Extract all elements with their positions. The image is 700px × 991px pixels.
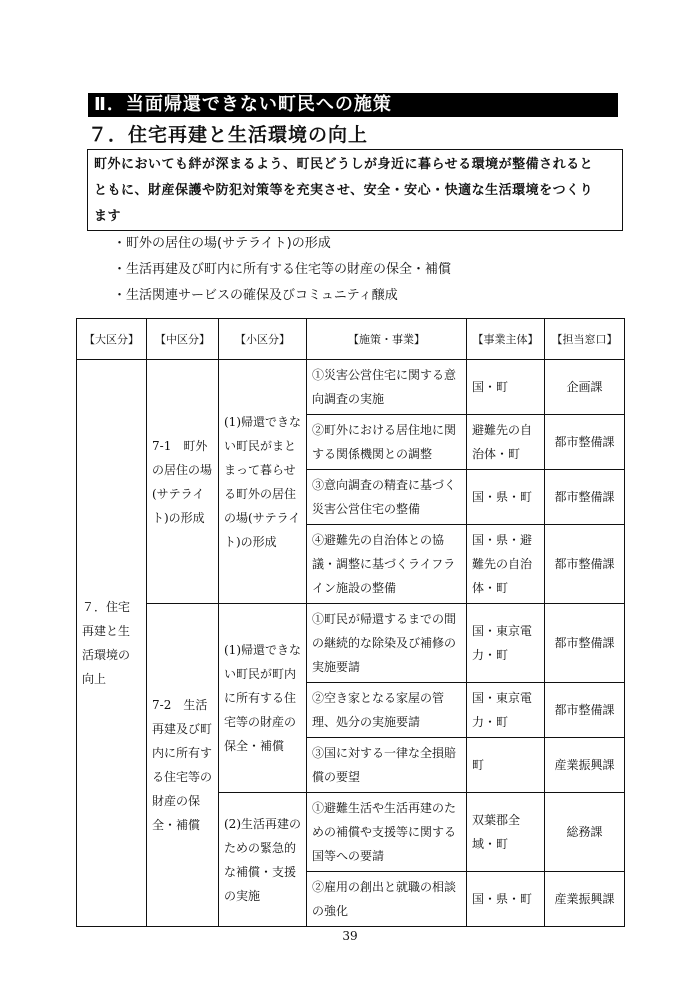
office-cell <box>545 525 625 604</box>
header-middle: 【中区分】 <box>147 319 219 360</box>
measure-cell <box>307 738 467 793</box>
entity-text: 国・県・町 <box>472 490 533 504</box>
measure-cell <box>307 360 467 415</box>
measure-text: ③国に対する一律な全損賠償の要望 <box>312 746 457 784</box>
office-cell <box>545 738 625 793</box>
entity-text: 国・東京電力・町 <box>472 624 533 662</box>
measure-text: ④避難先の自治体との協議・調整に基づくライフライン施設の整備 <box>312 533 456 595</box>
middle-category-text: 7-1 町外の居住の場(サテライト)の形成 <box>152 438 213 525</box>
entity-cell <box>467 683 545 738</box>
office-cell <box>545 360 625 415</box>
entity-cell <box>467 604 545 683</box>
office-text: 産業振興課 <box>554 892 615 906</box>
goal-statement-box <box>87 149 623 231</box>
measure-text: ③意向調査の精査に基づく災害公営住宅の整備 <box>312 478 457 516</box>
middle-category-text: 7-2 生活再建及び町内に所有する住宅等の財産の保全・補償 <box>152 698 213 832</box>
office-text: 企画課 <box>566 380 603 394</box>
measure-cell <box>307 683 467 738</box>
goal-line: ます <box>94 209 122 224</box>
office-text: 都市整備課 <box>554 703 615 717</box>
measure-text: ②雇用の創出と就職の相談の強化 <box>312 880 457 918</box>
goal-line: ともに、財産保護や防犯対策等を充実させ、安全・安心・快適な生活環境をつくり <box>94 183 594 198</box>
measure-text: ①災害公営住宅に関する意向調査の実施 <box>312 368 457 406</box>
major-category-text: ７．住宅再建と生活環境の向上 <box>82 600 131 686</box>
measure-text: ②空き家となる家屋の管理、処分の実施要請 <box>312 691 445 729</box>
bullet-item: ・生活再建及び町内に所有する住宅等の財産の保全・補償 <box>113 262 452 277</box>
table-row <box>77 360 625 415</box>
entity-cell <box>467 525 545 604</box>
measure-cell <box>307 470 467 525</box>
header-office: 【担当窓口】 <box>545 319 625 360</box>
office-text: 総務課 <box>566 825 603 839</box>
office-cell <box>545 793 625 872</box>
policy-bullet-list <box>113 231 451 309</box>
entity-text: 国・東京電力・町 <box>472 691 533 729</box>
measure-text: ①町民が帰還するまでの間の継続的な除染及び補修の実施要請 <box>312 612 457 674</box>
entity-text: 避難先の自治体・町 <box>472 423 533 461</box>
header-minor: 【小区分】 <box>219 319 307 360</box>
measures-table <box>76 318 625 927</box>
entity-cell <box>467 415 545 470</box>
measure-cell <box>307 604 467 683</box>
entity-cell <box>467 738 545 793</box>
entity-text: 国・県・避難先の自治体・町 <box>472 533 533 595</box>
minor-category-cell <box>219 793 307 927</box>
office-cell <box>545 604 625 683</box>
entity-cell <box>467 470 545 525</box>
minor-category-text: (2)生活再建のための緊急的な補償・支援の実施 <box>224 816 301 903</box>
office-text: 都市整備課 <box>554 490 615 504</box>
measure-cell <box>307 415 467 470</box>
entity-text: 町 <box>472 758 485 772</box>
entity-text: 国・町 <box>472 380 509 394</box>
table-row <box>77 604 625 683</box>
office-cell <box>545 872 625 927</box>
entity-cell <box>467 872 545 927</box>
minor-category-cell <box>219 360 307 604</box>
entity-cell <box>467 793 545 872</box>
office-cell <box>545 470 625 525</box>
middle-category-cell <box>147 360 219 604</box>
goal-line: 町外においても絆が深まるよう、町民どうしが身近に暮らせる環境が整備されると <box>94 157 594 172</box>
header-entity: 【事業主体】 <box>467 319 545 360</box>
bullet-item: ・町外の居住の場(サテライト)の形成 <box>113 236 331 251</box>
bullet-item: ・生活関連サービスの確保及びコミュニティ醸成 <box>113 288 398 303</box>
minor-category-text: (1)帰還できない町民が町内に所有する住宅等の財産の保全・補償 <box>224 643 301 753</box>
measure-text: ②町外における居住地に関する関係機関との調整 <box>312 423 457 461</box>
measure-cell <box>307 793 467 872</box>
minor-category-text: (1)帰還できない町民がまとまって暮らせる町外の居住の場(サテライト)の形成 <box>224 414 301 549</box>
major-category-cell <box>77 360 147 927</box>
entity-cell <box>467 360 545 415</box>
office-text: 都市整備課 <box>554 435 615 449</box>
minor-category-cell <box>219 604 307 793</box>
measure-text: ①避難生活や生活再建のための補償や支援等に関する国等への要請 <box>312 801 457 863</box>
header-major: 【大区分】 <box>77 319 147 360</box>
office-text: 産業振興課 <box>554 758 615 772</box>
office-cell <box>545 683 625 738</box>
section-title: ７．住宅再建と生活環境の向上 <box>88 124 369 146</box>
measure-cell <box>307 525 467 604</box>
page-number: 39 <box>342 929 358 943</box>
entity-text: 国・県・町 <box>472 892 533 906</box>
middle-category-cell <box>147 604 219 927</box>
chapter-heading: Ⅱ．当面帰還できない町民への施策 <box>88 93 618 117</box>
office-text: 都市整備課 <box>554 557 615 571</box>
office-text: 都市整備課 <box>554 636 615 650</box>
office-cell <box>545 415 625 470</box>
table-header-row <box>77 319 625 360</box>
measure-cell <box>307 872 467 927</box>
header-measure: 【施策・事業】 <box>307 319 467 360</box>
entity-text: 双葉郡全域・町 <box>472 813 521 851</box>
